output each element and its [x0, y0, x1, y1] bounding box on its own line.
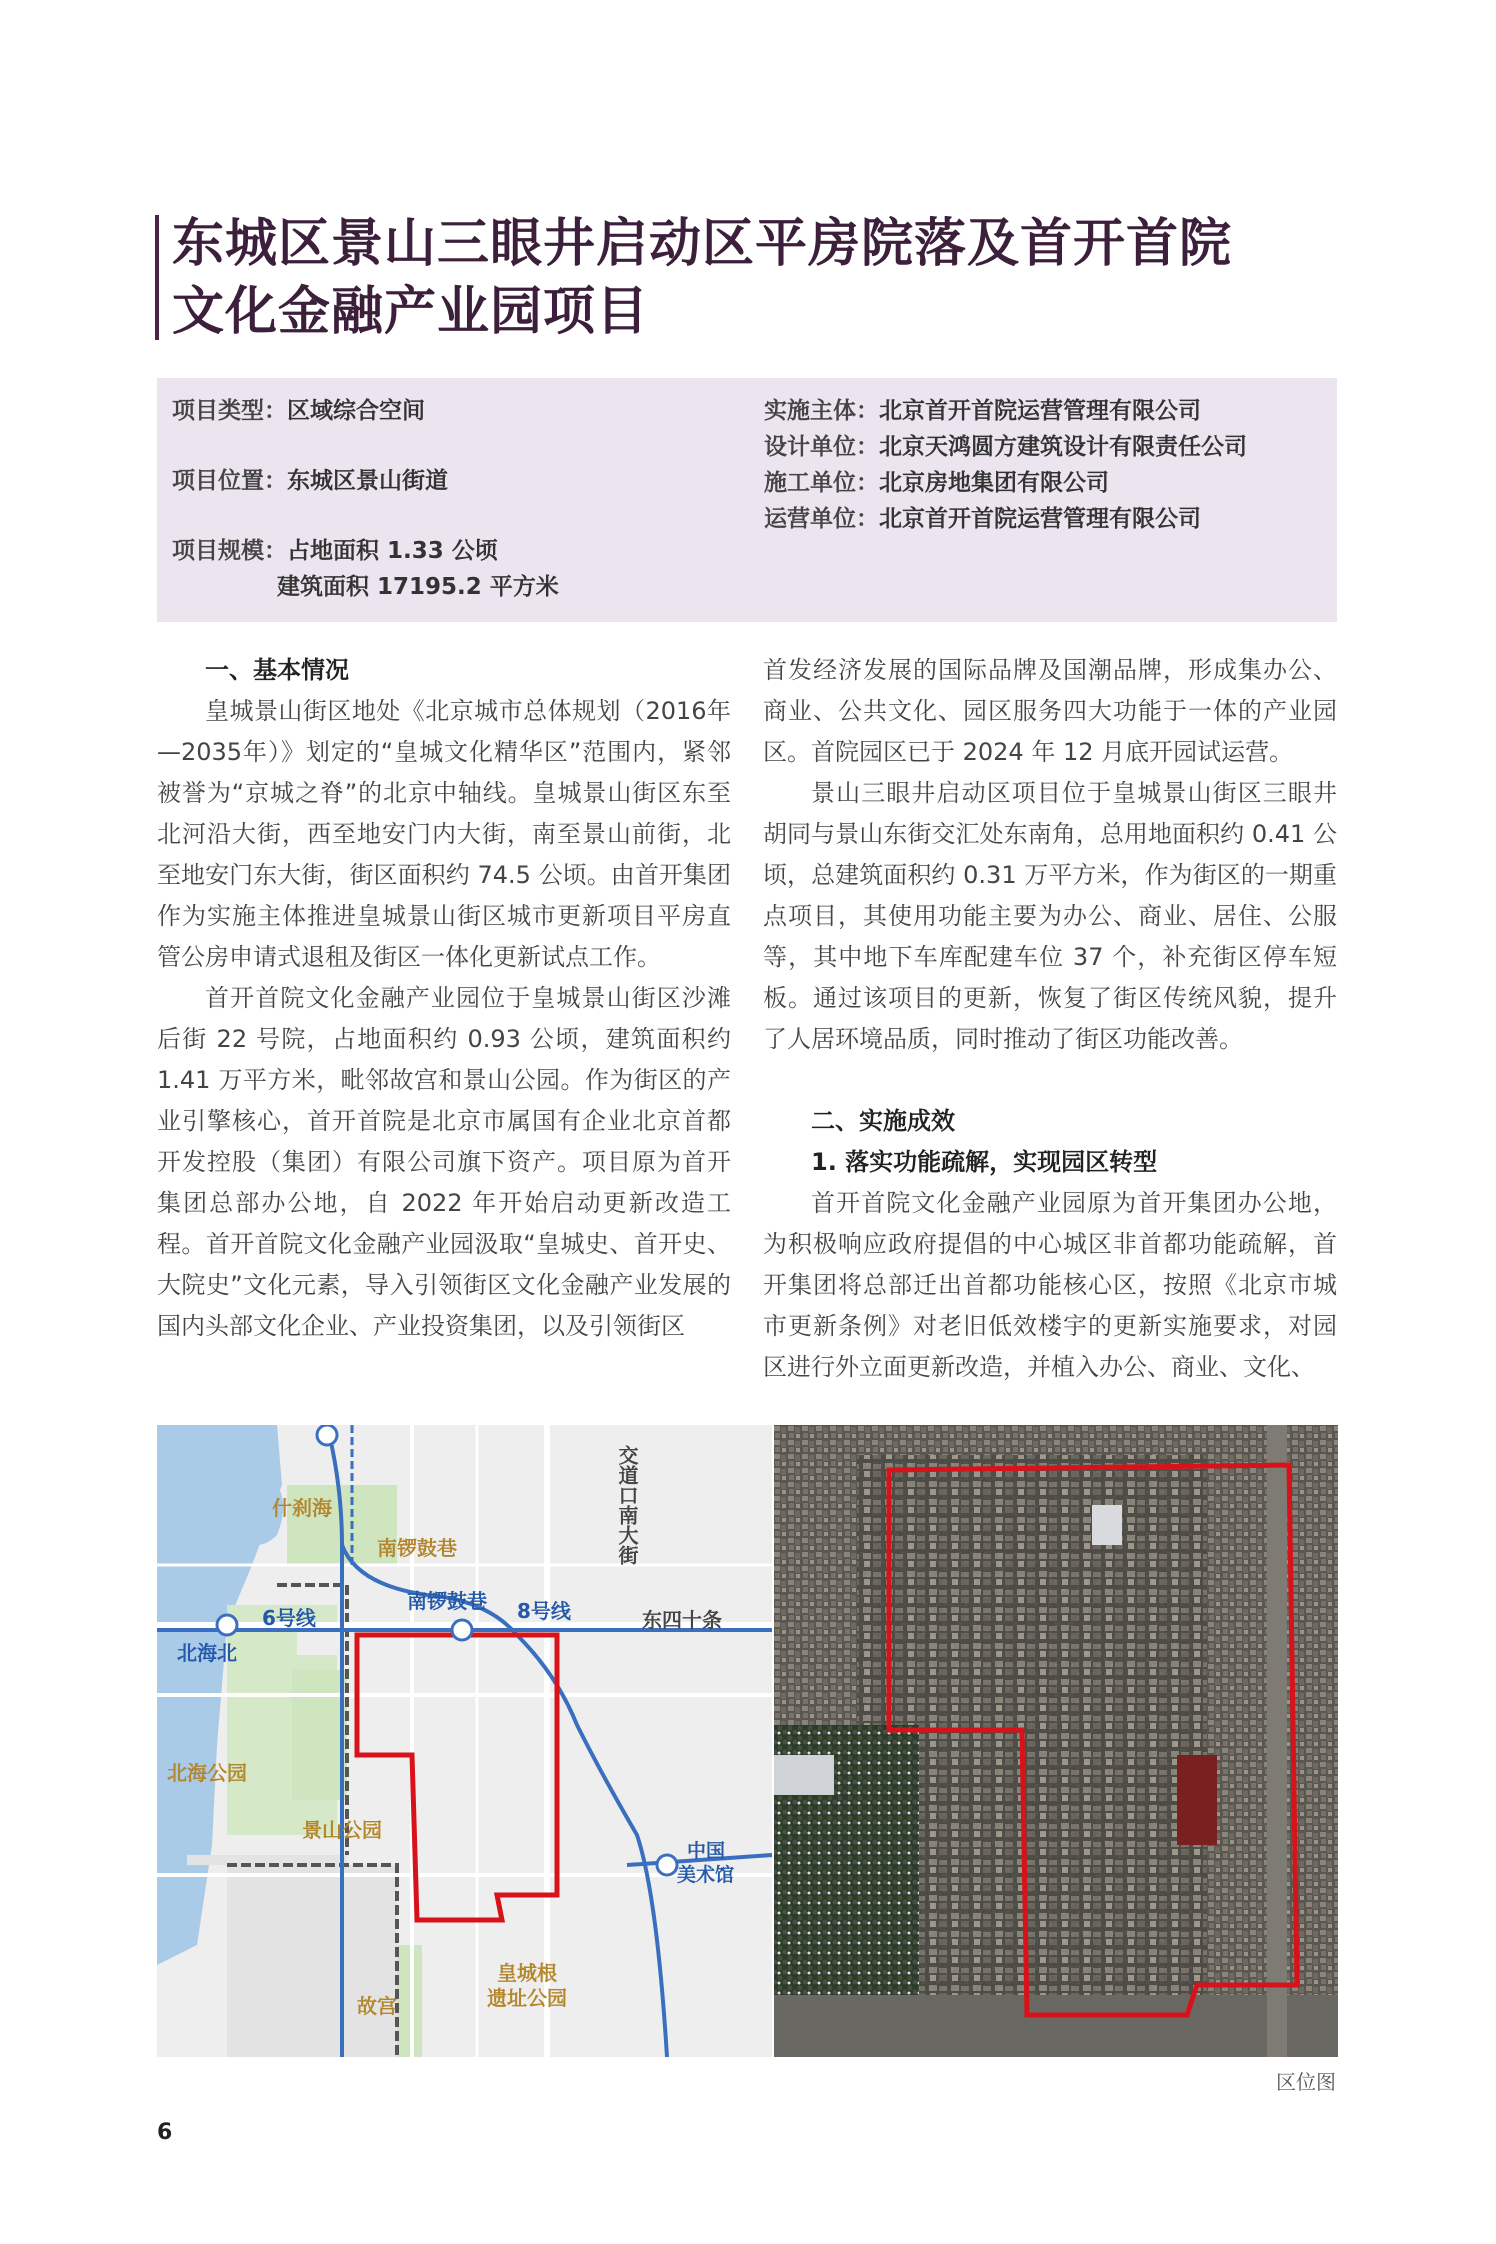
- label-museum-2: 美术馆: [677, 1864, 735, 1886]
- title-line-2: 文化金融产业园项目: [172, 282, 650, 342]
- label-jiaodaokou: 交道口南大街: [615, 1445, 639, 1565]
- title-accent-bar: [155, 215, 159, 340]
- location-map-figure: [157, 1425, 1338, 2057]
- info-scale: 项目规模：占地面积 1.33 公顷: [172, 538, 498, 564]
- paragraph-2: 首开首院文化金融产业园位于皇城景山街区沙滩后街 22 号院，占地面积约 0.93 公顷，建筑面积约 1.41 万平方米，毗邻故宫和景山公园。作为街区的产业引擎核心，首开首院是北京市属国有企业北京首都开发控股（集团）有限公司旗下资产。项目原为首开集团总部办公地，自 2022 年开始启动更新改造工程。首开首院文化金融产业园汲取“皇城史、首开史、大院史”文化元素，导入引领街区文化金融产业发展的国内头部文化企业、产业投资集团，以及引领街区: [157, 984, 731, 1340]
- satellite-image: [774, 1425, 1338, 2057]
- info-scale-2: 建筑面积 17195.2 平方米: [277, 574, 559, 600]
- info-operator: 运营单位：北京首开首院运营管理有限公司: [764, 506, 1201, 532]
- label-beihai-park: 北海公园: [167, 1761, 247, 1785]
- paragraph-1: 皇城景山街区地处《北京城市总体规划（2016年—2035年）》划定的“皇城文化精华区”范围内，紧邻被誉为“京城之脊”的北京中轴线。皇城景山街区东至北河沿大街，西至地安门内大街，南至景山前街，北至地安门东大街，街区面积约 74.5 公顷。由首开集团作为实施主体推进皇城景山街区城市更新项目平房直管公房申请式退租及街区一体化更新试点工作。: [157, 697, 731, 971]
- street-map: [157, 1425, 772, 2057]
- info-designer: 设计单位：北京天鸿圆方建筑设计有限责任公司: [764, 434, 1247, 460]
- paragraph-4: 景山三眼井启动区项目位于皇城景山街区三眼井胡同与景山东街交汇处东南角，总用地面积约 0.41 公顷，总建筑面积约 0.31 万平方米，作为街区的一期重点项目，其使用功能主要为办公、商业、居住、公服等，其中地下车库配建车位 37 个，补充街区停车短板。通过该项目的更新，恢复了街区传统风貌，提升了人居环境品质，同时推动了街区功能改善。: [763, 779, 1337, 1053]
- label-museum-1: 中国: [687, 1840, 726, 1862]
- label-nanluoguxiang-station: 南锣鼓巷: [407, 1589, 487, 1613]
- label-line6: 6号线: [262, 1606, 316, 1630]
- label-shichahai: 什刹海: [272, 1496, 332, 1520]
- figure-caption: 区位图: [1276, 2070, 1336, 2094]
- paragraph-3: 首发经济发展的国际品牌及国潮品牌，形成集办公、商业、公共文化、园区服务四大功能于一体的产业园区。首院园区已于 2024 年 12 月底开园试运营。: [763, 656, 1337, 766]
- label-jingshan-park: 景山公园: [302, 1818, 382, 1842]
- title-line-1: 东城区景山三眼井启动区平房院落及首开首院: [172, 214, 1233, 274]
- gugong-area: [227, 1865, 397, 2057]
- info-type: 项目类型：区域综合空间: [172, 398, 425, 424]
- section-heading-2: 二、实施成效: [811, 1107, 955, 1135]
- label-line8: 8号线: [517, 1599, 571, 1623]
- subsection-heading-1: 1. 落实功能疏解，实现园区转型: [811, 1148, 1158, 1176]
- info-builder: 施工单位：北京房地集团有限公司: [764, 470, 1109, 496]
- page-number: 6: [157, 2120, 173, 2145]
- label-huangchenggen-1: 皇城根: [497, 1961, 557, 1985]
- label-huangchenggen-2: 遗址公园: [487, 1986, 567, 2010]
- label-beihaibei: 北海北: [177, 1641, 237, 1665]
- location-map-svg: [157, 1425, 1338, 2057]
- label-nanluoguxiang-area: 南锣鼓巷: [377, 1536, 457, 1560]
- left-column: [157, 650, 731, 1347]
- label-gugong: 故宫: [357, 1994, 397, 2018]
- jingshan-park: [292, 1670, 347, 1800]
- label-dongsishitiao: 东四十条: [642, 1608, 722, 1632]
- info-implementer: 实施主体：北京首开首院运营管理有限公司: [764, 398, 1201, 424]
- paragraph-5: 首开首院文化金融产业园原为首开集团办公地，为积极响应政府提倡的中心城区非首都功能疏解，首开集团将总部迁出首都功能核心区，按照《北京市城市更新条例》对老旧低效楼宇的更新实施要求，对园区进行外立面更新改造，并植入办公、商业、文化、: [763, 1189, 1337, 1381]
- project-info-box: [157, 378, 1337, 622]
- info-location: 项目位置：东城区景山街道: [172, 468, 448, 494]
- page-title: [172, 210, 1352, 346]
- section-heading-1: 一、基本情况: [205, 656, 349, 684]
- right-column: [763, 650, 1337, 1388]
